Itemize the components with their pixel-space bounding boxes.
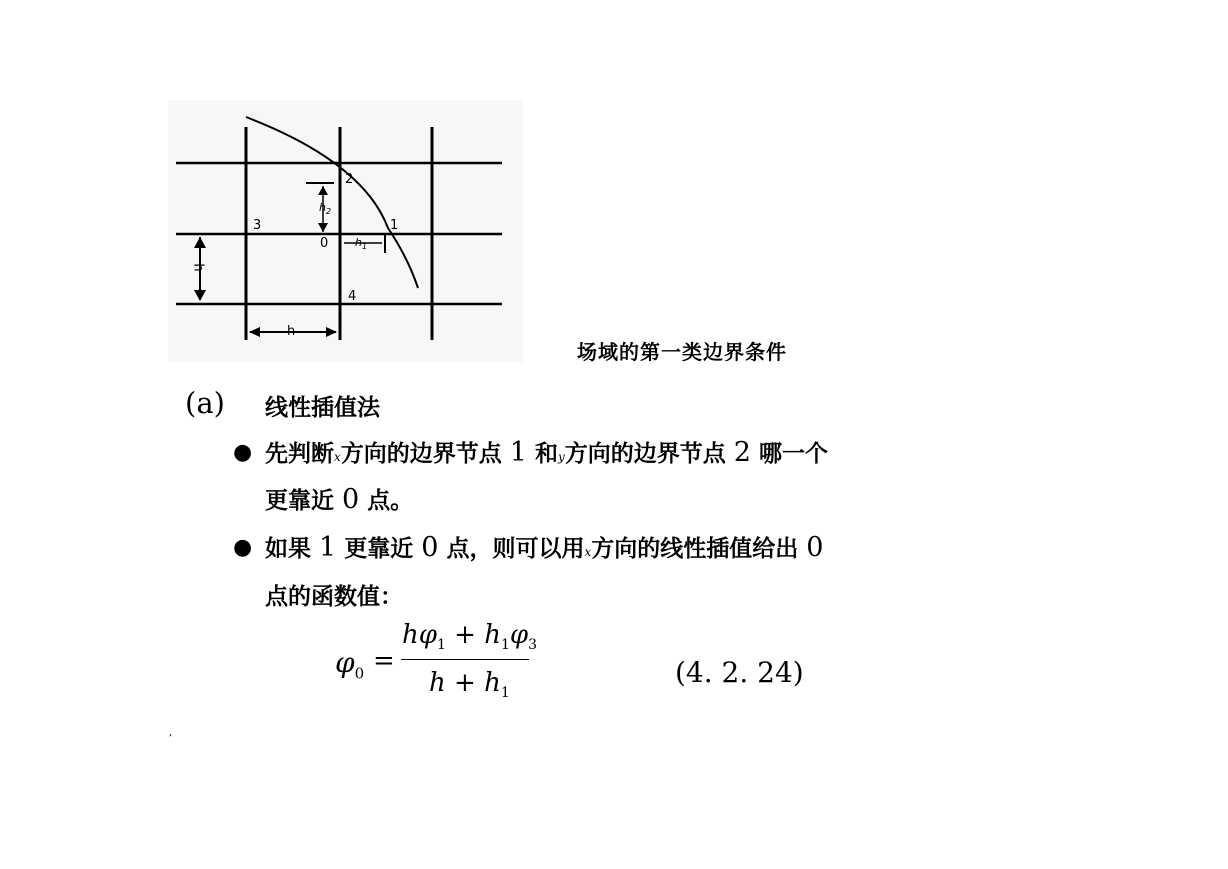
h-vertical-label: h [190,263,206,272]
h2-arrow-up [318,186,328,195]
section-title: 线性插值法 [265,395,380,421]
bullet-dot-1: ● [233,440,253,465]
h2-arrow-down [318,223,328,232]
node-1-label: 1 [390,218,399,233]
h-vertical-arrow-up [194,237,206,248]
bullet-1-line-1: 先判断x方向的边界节点 1 和y方向的边界节点 2 哪一个 [265,437,828,468]
bullet-dot-2: ● [233,535,253,560]
fraction-bar [401,659,529,660]
formula-denominator: $h + h_1$ [429,668,510,702]
formula-numerator: $h\varphi_1 + h_1\varphi_3$ [402,620,538,654]
node-2-label: 2 [345,172,354,187]
h1-label: $h_1$ [355,236,368,252]
h-horizontal-arrow-left [249,327,260,337]
bullet-2-line-2: 点的函数值： [265,584,403,610]
figure-caption: 场域的第一类边界条件 [577,340,787,364]
h-vertical-arrow-down [194,290,206,301]
boundary-grid-figure [168,100,523,362]
node-4-label: 4 [348,289,357,304]
h-horizontal-label: h [287,324,296,339]
h-horizontal-arrow-right [326,327,337,337]
h2-label: $h_2$ [319,201,332,217]
equation-number: (4. 2. 24) [675,656,804,689]
grid-diagram [168,100,523,362]
bullet-1-line-2: 更靠近 0 点。 [265,484,414,515]
node-3-label: 3 [253,218,262,233]
boundary-curve [246,117,418,288]
formula-lhs: $\varphi_0$ [335,646,365,683]
node-0-label: 0 [320,236,329,251]
stray-mark: , [169,727,173,738]
bullet-2-line-1: 如果 1 更靠近 0 点，则可以用x方向的线性插值给出 0 [265,532,824,563]
interpolation-formula [335,620,545,710]
section-marker: (a) [185,386,225,420]
formula-equals: = [373,646,395,676]
